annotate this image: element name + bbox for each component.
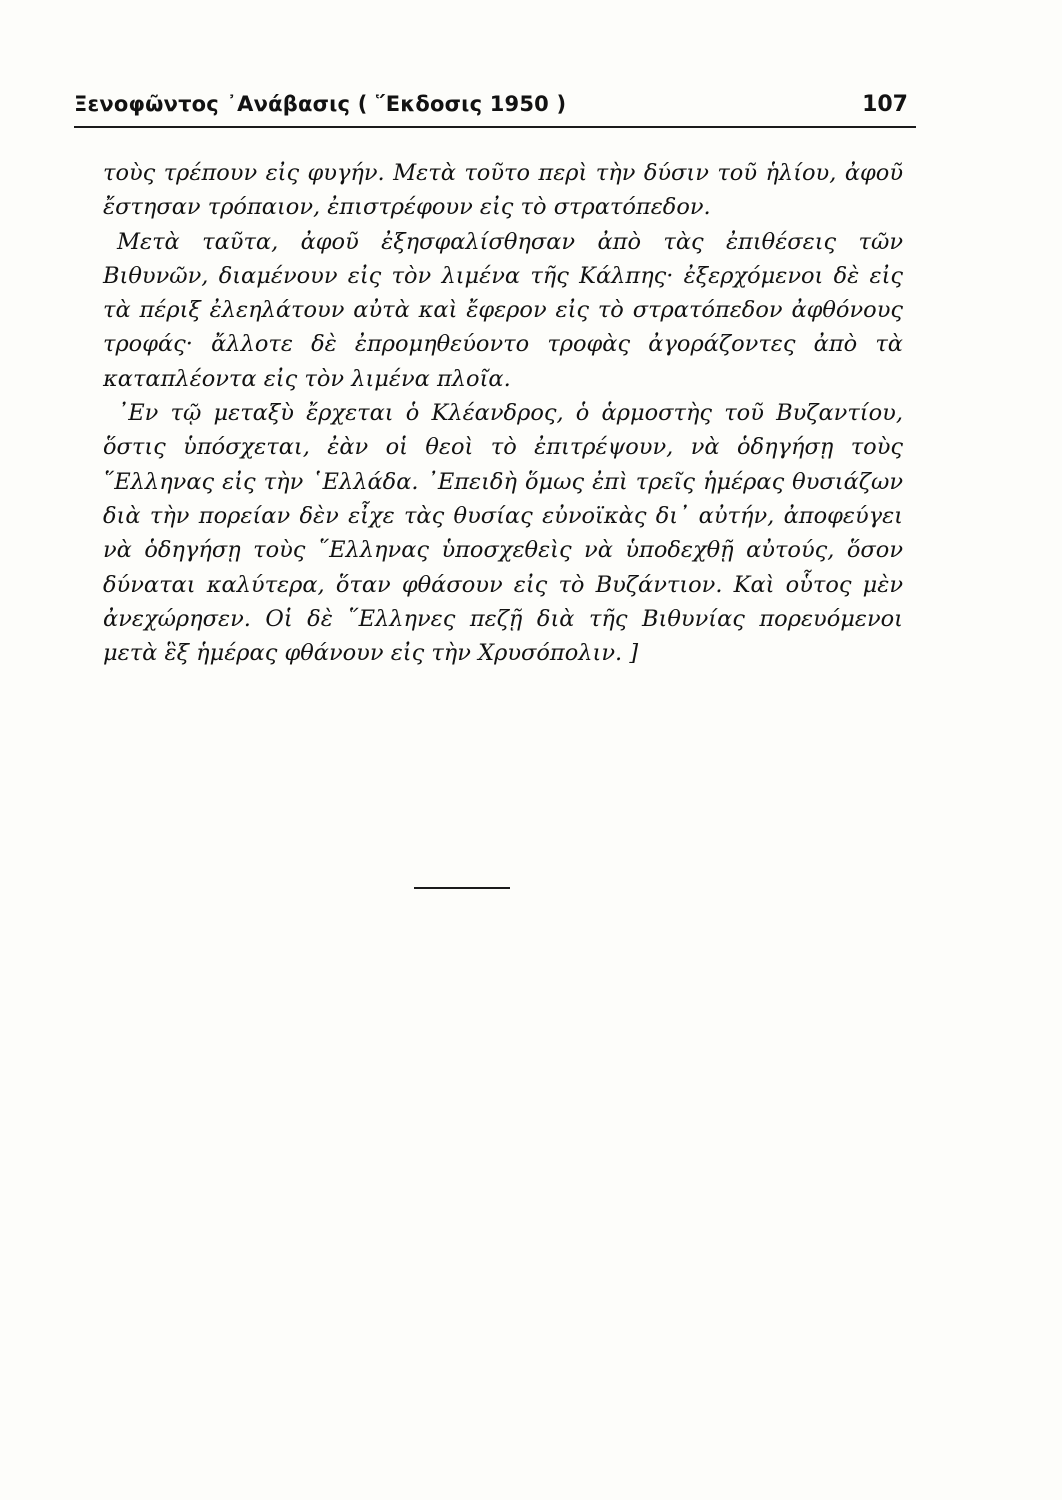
section-rule [414, 887, 510, 889]
page-header [74, 92, 914, 122]
header-rule [74, 126, 916, 128]
page-number: 107 [862, 92, 908, 117]
paragraph-3: ᾿Εν τῷ μεταξὺ ἔρχεται ὁ Κλέανδρος, ὁ ἁρμοστὴς τοῦ Βυζαντίου, ὅστις ὑπόσχεται, ἐὰν οἱ θεοὶ τὸ ἐπιτρέψουν, νὰ ὁδηγήσῃ τοὺς ῞Ελληνας εἰς τὴν ῾Ελλάδα. ᾿Επειδὴ ὅμως ἐπὶ τρεῖς ἡμέρας θυσιάζων διὰ τὴν πορείαν δὲν εἶχε τὰς θυσίας εὐνοϊκὰς δι᾿ αὐτήν, ἀποφεύγει νὰ ὁδηγήσῃ τοὺς ῞Ελληνας ὑποσχεθεὶς νὰ ὑποδεχθῇ αὐτούς, ὅσον δύναται καλύτερα, ὅταν φθάσουν εἰς τὸ Βυζάντιον. Καὶ οὗτος μὲν ἀνεχώρησεν. Οἱ δὲ ῞Ελληνες πεζῇ διὰ τῆς Βιθυνίας πορευόμενοι μετὰ ἓξ ἡμέρας φθάνουν εἰς τὴν Χρυσόπολιν. ] [103, 400, 903, 667]
body-text [103, 156, 903, 670]
paragraph-2: Μετὰ ταῦτα, ἀφοῦ ἐξησφαλίσθησαν ἀπὸ τὰς ἐπιθέσεις τῶν Βιθυνῶν, διαμένουν εἰς τὸν λιμένα τῆς Κάλπης· ἐξερχόμενοι δὲ εἰς τὰ πέριξ ἐλεηλάτουν αὐτὰ καὶ ἔφερον εἰς τὸ στρατόπεδον ἀφθόνους τροφάς· ἄλλοτε δὲ ἐπρομηθεύοντο τροφὰς ἀγοράζοντες ἀπὸ τὰ καταπλέοντα εἰς τὸν λιμένα πλοῖα. [103, 228, 903, 392]
running-head: Ξενοφῶντος ᾿Ανάβασις ( ῞Εκδοσις 1950 ) [74, 92, 567, 116]
paragraph-1: τοὺς τρέπουν εἰς φυγήν. Μετὰ τοῦτο περὶ τὴν δύσιν τοῦ ἡλίου, ἀφοῦ ἔστησαν τρόπαιον, ἐπιστρέφουν εἰς τὸ στρατόπεδον. [103, 160, 903, 221]
